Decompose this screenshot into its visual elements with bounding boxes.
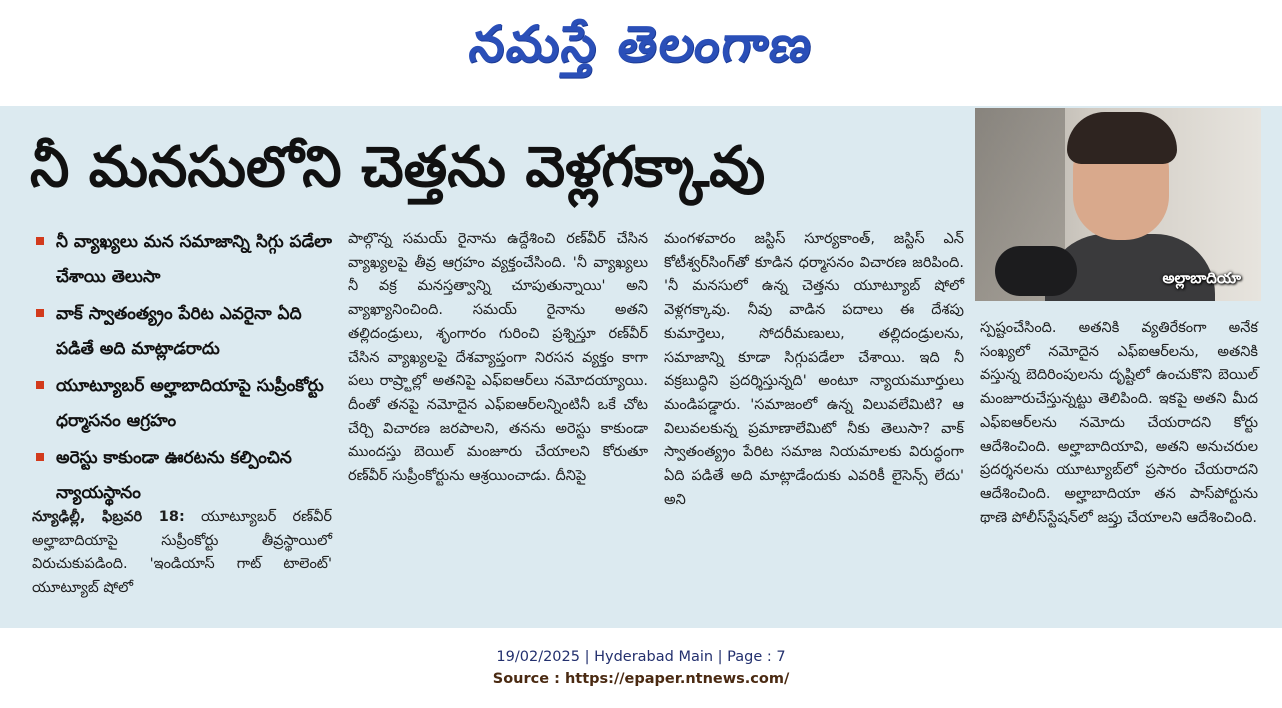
article-column-4	[980, 317, 1258, 530]
highlight-item: యూట్యూబర్ అల్హాబాదియాపై సుప్రీంకోర్టు ధర్మాసనం ఆగ్రహం	[34, 369, 334, 439]
column-text: యూట్యూబర్ రణ్‌వీర్ అల్హాబాదియాపై సుప్రీంకోర్టు తీవ్రస్థాయిలో విరుచుకుపడింది. 'ఇండియాస్ గాట్ టాలెంట్' యూట్యూబ్ షోలో	[32, 509, 332, 597]
highlight-item: అరెస్టు కాకుండా ఊరటను కల్పించిన న్యాయస్థానం	[34, 441, 334, 511]
edition-info: 19/02/2025 | Hyderabad Main | Page : 7	[496, 649, 786, 665]
microphone-icon	[995, 246, 1077, 296]
photo-person-hair	[1067, 112, 1177, 164]
article-photo	[975, 108, 1261, 301]
article-column-1	[32, 506, 332, 601]
article-headline: నీ మనసులోని చెత్తను వెళ్లగక్కావు	[30, 135, 766, 200]
article-column-2	[348, 228, 648, 489]
highlights-list	[34, 225, 334, 513]
column-text: స్పష్టంచేసింది. అతనికి వ్యతిరేకంగా అనేక సంఖ్యలో నమోదైన ఎఫ్‌ఐఆర్‌లను, అతనికి వస్తున్న బెదిరింపులను దృష్టిలో ఉంచుకొని బెయిల్ మంజూరుచేస్తున్నట్టు తెలిపింది. ఇకపై అతని మీద ఎఫ్‌ఐఆర్‌లను నమోదు చేయరాదని కోర్టు ఆదేశించింది. అల్హాబాదియావి, అతని అనుచరుల ప్రదర్శనలను యూట్యూబ్‌లో ప్రసారం చేయరాదని ఆదేశించింది. అల్హాబాదియా తన పాస్‌పోర్టును థాణె పోలీస్‌స్టేషన్‌లో జప్తు చేయాలని ఆదేశించింది.	[980, 320, 1258, 526]
masthead	[0, 0, 1282, 100]
dateline: న్యూఢిల్లీ, ఫిబ్రవరి 18:	[32, 509, 185, 525]
newspaper-logo: నమస్తే తెలంగాణ	[466, 14, 818, 73]
photo-caption: అల్లాబాదియా	[1162, 269, 1241, 287]
column-text: మంగళవారం జస్టిస్ సూర్యకాంత్, జస్టిస్ ఎన్ కోటీశ్వర్‌సింగ్‌తో కూడిన ధర్మాసనం విచారణ జరిపింది. 'నీ మనసులో ఉన్న చెత్తను యూట్యూబ్ షోలో వెళ్లగక్కావు. నీవు వాడిన పదాలు ఈ దేశపు కుమార్తెలు, సోదరీమణులు, తల్లిదండ్రులను, సమాజాన్ని కూడా సిగ్గుపడేలా చేశాయి. ఇది నీ వక్రబుద్ధిని ప్రదర్శిస్తున్నది' అంటూ న్యాయమూర్తులు మండిపడ్డారు. 'సమాజంలో ఉన్న విలువలేమిటి? ఆ విలువలకున్న ప్రమాణాలేమిటో నీకు తెలుసా? వాక్ స్వాతంత్య్రం పేరిట సమాజ నియమాలకు విరుద్ధంగా ఏది పడితే అది మాట్లాడేందుకు ఎవరికీ లైసెన్స్ లేదు' అని	[664, 231, 964, 508]
highlight-item: నీ వ్యాఖ్యలు మన సమాజాన్ని సిగ్గు పడేలా చేశాయి తెలుసా	[34, 225, 334, 295]
column-text: పాల్గొన్న సమయ్ రైనాను ఉద్దేశించి రణ్‌వీర్ చేసిన వ్యాఖ్యలపై తీవ్ర ఆగ్రహం వ్యక్తంచేసింది. 'నీ వ్యాఖ్యలు నీ వక్ర మనస్తత్వాన్ని చూపుతున్నాయి' అని వ్యాఖ్యానించింది. సమయ్ రైనాను అతని తల్లిదండ్రులు, శృంగారం గురించి ప్రశ్నిస్తూ రణ్‌వీర్ చేసిన వ్యాఖ్యలపై దేశవ్యాప్తంగా నిరసన వ్యక్తం కాగా పలు రాష్ర్టాల్లో అతనిపై ఎఫ్‌ఐఆర్‌లు నమోదయ్యాయి. దీంతో తనపై నమోదైన ఎఫ్‌ఐఆర్‌లన్నింటినీ ఒకే చోట చేర్చి విచారణ జరపాలని, తనను అరెస్టు కాకుండా ముందస్తు బెయిల్ మంజూరు చేయాలని కోరుతూ రణ్‌వీర్ సుప్రీంకోర్టును ఆశ్రయించాడు. దీనిపై	[348, 231, 648, 485]
page-footer	[0, 646, 1282, 690]
highlight-item: వాక్ స్వాతంత్య్రం పేరిట ఎవరైనా ఏది పడితే అది మాట్లాడరాదు	[34, 297, 334, 367]
source-link[interactable]: Source : https://epaper.ntnews.com/	[492, 671, 790, 687]
article-column-3	[664, 228, 964, 512]
